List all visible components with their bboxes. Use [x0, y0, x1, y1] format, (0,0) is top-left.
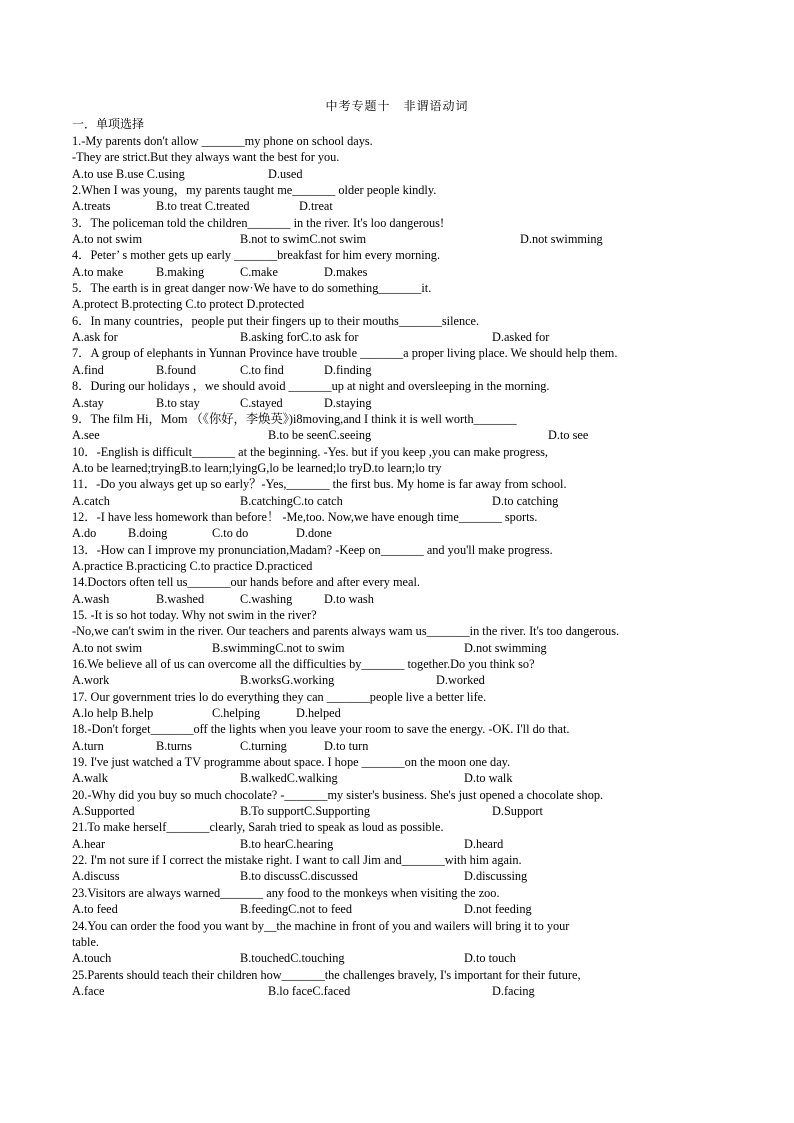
- answer-options-line: [72, 166, 712, 182]
- answer-option: A.treats: [72, 199, 111, 214]
- answer-options-line: [72, 983, 712, 999]
- answer-option: A.do: [72, 526, 97, 541]
- question-text-line: 13．-How can I improve my pronunciation,Madam? -Keep on_______ and you'll make progress.: [72, 542, 553, 557]
- answer-option: B.to treat C.treated: [156, 199, 250, 214]
- question-text-line: 8．During our holidays ，we should avoid _______up at night and oversleeping in the morning.: [72, 379, 550, 394]
- answer-option: D.asked for: [492, 330, 550, 345]
- answer-option: A.find: [72, 362, 104, 377]
- answer-option: A.to use B.use C.using: [72, 166, 185, 181]
- answer-option: B.to discussC.discussed: [240, 869, 358, 884]
- answer-option: D.helped: [296, 706, 341, 721]
- question-text-line: 5．The earth is in great danger now·We have to do something_______it.: [72, 281, 432, 296]
- answer-option: C.to do: [212, 526, 249, 541]
- answer-option: A.work: [72, 673, 110, 688]
- answer-option: C.washing: [240, 591, 293, 606]
- answer-option: D.done: [296, 526, 332, 541]
- answer-options-line: [72, 198, 712, 214]
- answer-option: D.treat: [299, 199, 333, 214]
- answer-option: A.turn: [72, 738, 104, 753]
- answer-option: D.facing: [492, 983, 535, 998]
- answer-option: A.to feed: [72, 902, 118, 917]
- answer-option: A.to be learned;tryingB.to learn;lyingG,lo be learned;lo tryD.to learn;lo try: [72, 460, 442, 475]
- question-text-line: 3．The policeman told the children_______ in the river. It's loo dangerous!: [72, 215, 445, 230]
- question-text-line: 11．-Do you always get up so early？-Yes,_______ the first bus. My home is far away from school.: [72, 477, 567, 492]
- answer-options-line: [72, 525, 712, 541]
- answer-options-line: [72, 591, 712, 607]
- answer-option: C.to find: [240, 362, 284, 377]
- question-list: [72, 133, 712, 999]
- question-text-line: -No,we can't swim in the river. Our teachers and parents always wam us_______in the river. It's too dangerous.: [72, 624, 620, 639]
- answer-option: D.to touch: [464, 951, 516, 966]
- page-title: 中考专题十 非谓语动词: [325, 99, 469, 113]
- answer-option: B.To supportC.Supporting: [240, 804, 370, 819]
- question-text-line: 25.Parents should teach their children how_______the challenges bravely, I's important for their future,: [72, 967, 581, 982]
- section-heading: 一．单项选择: [72, 117, 145, 131]
- answer-option: A.face: [72, 983, 105, 998]
- answer-option: B.not to swimC.not swim: [240, 232, 367, 247]
- answer-option: B.catchingC.to catch: [240, 493, 343, 508]
- answer-options-line: [72, 329, 712, 345]
- answer-options-line: [72, 738, 712, 754]
- answer-option: B.to hearC.hearing: [240, 836, 334, 851]
- answer-option: D.not swimming: [464, 640, 547, 655]
- answer-option: D.to see: [548, 428, 589, 443]
- answer-option: A.see: [72, 428, 100, 443]
- answer-option: A.hear: [72, 836, 106, 851]
- answer-option: B.touchedC.touching: [240, 951, 345, 966]
- question-text-line: 21.To make herself_______clearly, Sarah tried to speak as loud as possible.: [72, 820, 444, 835]
- question-text-line: 1.-My parents don't allow _______my phone on school days.: [72, 134, 373, 148]
- answer-options-line: [72, 640, 712, 656]
- answer-option: D.to catching: [492, 493, 559, 508]
- answer-option: D.discussing: [464, 869, 528, 884]
- answer-option: D.finding: [324, 362, 372, 377]
- answer-option: D.to walk: [464, 771, 513, 786]
- question-text-line: -They are strict.But they always want the best for you.: [72, 150, 340, 165]
- question-text-line: 23.Visitors are always warned_______ any food to the monkeys when visiting the zoo.: [72, 885, 500, 900]
- question-text-line: 10．-English is difficult_______ at the beginning. -Yes. but if you keep ,you can make progress,: [72, 444, 548, 459]
- question-text-line: 24.You can order the food you want by__the machine in front of you and wailers will bring it to your: [72, 918, 570, 933]
- answer-option: D.heard: [464, 836, 504, 851]
- answer-option: D.to turn: [324, 738, 369, 753]
- question-text-line: table.: [72, 934, 99, 949]
- question-text-line: 22. I'm not sure if I correct the mistake right. I want to call Jim and_______with him again.: [72, 853, 522, 868]
- question-text-line: 7．A group of elephants in Yunnan Province have trouble _______a proper living place. We should help them.: [72, 346, 618, 361]
- answer-option: D.Support: [492, 804, 543, 819]
- answer-options-line: [72, 803, 712, 819]
- answer-option: B.turns: [156, 738, 192, 753]
- answer-options-line: [72, 296, 712, 312]
- answer-option: B.lo faceC.faced: [268, 983, 351, 998]
- question-text-line: 15. -It is so hot today. Why not swim in the river?: [72, 607, 317, 622]
- question-text-line: 4．Peter’ s mother gets up early _______breakfast for him every morning.: [72, 248, 441, 263]
- answer-options-line: [72, 950, 712, 966]
- answer-option: D.to wash: [324, 591, 374, 606]
- answer-option: A.wash: [72, 591, 110, 606]
- answer-option: D.staying: [324, 395, 372, 410]
- answer-option: A.touch: [72, 951, 112, 966]
- answer-options-line: [72, 493, 712, 509]
- answer-options-line: [72, 836, 712, 852]
- question-text-line: 16.We believe all of us can overcome all the difficulties by_______ together.Do you think so?: [72, 657, 535, 671]
- answer-option: A.practice B.practicing C.to practice D.practiced: [72, 558, 313, 573]
- answer-options-line: [72, 460, 712, 476]
- answer-option: D.not feeding: [464, 902, 532, 917]
- answer-options-line: [72, 558, 712, 574]
- answer-option: A.walk: [72, 771, 108, 786]
- answer-option: B.found: [156, 362, 196, 377]
- question-text-line: 18.-Don't forget_______off the lights when you leave your room to save the energy. -OK. I'll do that.: [72, 722, 570, 737]
- answer-option: B.walkedC.walking: [240, 771, 338, 786]
- question-text-line: 6．In many countries，people put their fingers up to their mouths_______silence.: [72, 313, 480, 328]
- answer-option: A.lo help B.help: [72, 706, 154, 721]
- question-text-line: 19. I've just watched a TV programme about space. I hope _______on the moon one day.: [72, 755, 511, 770]
- answer-option: A.catch: [72, 493, 110, 508]
- answer-options-line: [72, 427, 712, 443]
- answer-option: B.feedingC.not to feed: [240, 902, 353, 917]
- answer-option: A.stay: [72, 395, 104, 410]
- answer-option: B.worksG.working: [240, 673, 335, 688]
- answer-options-line: [72, 264, 712, 280]
- answer-option: D.used: [268, 166, 303, 181]
- answer-option: D.not swimming: [520, 232, 603, 247]
- answer-option: B.to be seenC.seeing: [268, 428, 372, 443]
- answer-option: B.doing: [128, 526, 168, 541]
- question-text-line: 20.-Why did you buy so much chocolate? -_______my sister's business. She's just opened a chocolate shop.: [72, 787, 604, 802]
- question-text-line: 9．The film Hi，Mom （《你好，李焕英》)i8moving,and I think it is well worth_______: [72, 411, 517, 426]
- answer-option: C.stayed: [240, 395, 283, 410]
- answer-option: C.turning: [240, 738, 287, 753]
- answer-options-line: [72, 231, 712, 247]
- answer-option: A.to make: [72, 264, 124, 279]
- answer-options-line: [72, 672, 712, 688]
- answer-option: B.to stay: [156, 395, 200, 410]
- answer-options-line: [72, 395, 712, 411]
- answer-option: B.washed: [156, 591, 205, 606]
- question-text-line: 17. Our government tries lo do everything they can _______people live a better life.: [72, 689, 487, 704]
- question-text-line: 12．-I have less homework than before！ -Me,too. Now,we have enough time_______ sports.: [72, 509, 538, 524]
- question-text-line: 2.When I was young，my parents taught me_______ older people kindly.: [72, 183, 437, 198]
- answer-option: A.to not swim: [72, 640, 143, 655]
- answer-option: A.discuss: [72, 869, 120, 884]
- answer-option: B.swimmingC.not to swim: [212, 640, 345, 655]
- answer-option: A.to not swim: [72, 232, 143, 247]
- answer-options-line: [72, 705, 712, 721]
- answer-options-line: [72, 362, 712, 378]
- answer-option: A.ask for: [72, 330, 118, 345]
- answer-option: A.protect B.protecting C.to protect D.protected: [72, 297, 305, 312]
- answer-option: C.helping: [212, 706, 261, 721]
- answer-option: C.make: [240, 264, 278, 279]
- answer-option: B.asking forC.to ask for: [240, 330, 359, 345]
- answer-options-line: [72, 868, 712, 884]
- question-text-line: 14.Doctors often tell us_______our hands before and after every meal.: [72, 575, 420, 590]
- answer-options-line: [72, 901, 712, 917]
- answer-option: D.worked: [436, 673, 485, 688]
- answer-option: A.Supported: [72, 804, 135, 819]
- answer-option: B.making: [156, 264, 205, 279]
- answer-options-line: [72, 770, 712, 786]
- answer-option: D.makes: [324, 264, 368, 279]
